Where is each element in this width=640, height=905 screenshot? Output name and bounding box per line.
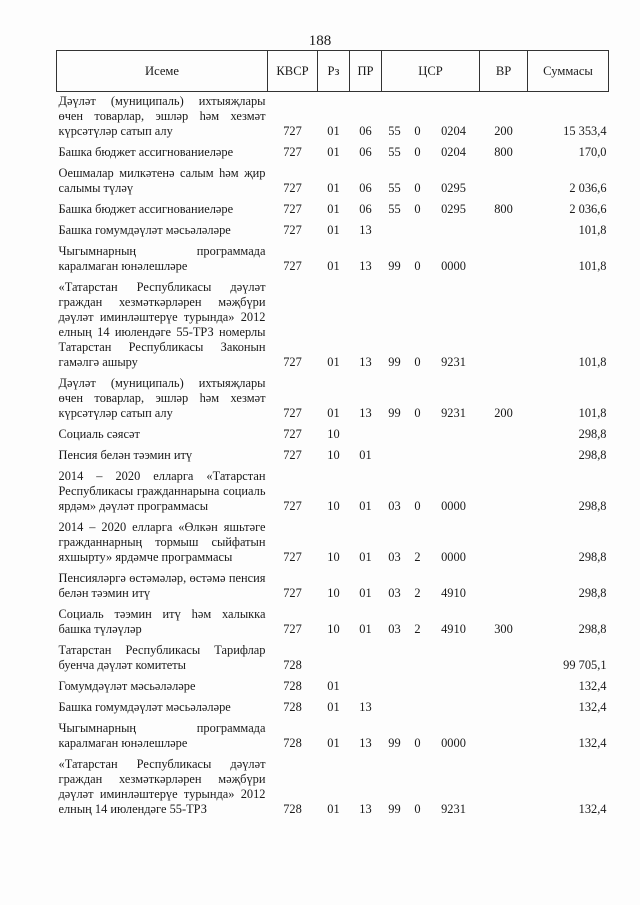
row-csr-program-cell	[382, 446, 408, 467]
header-pr: ПР	[350, 51, 382, 92]
table-row	[57, 677, 609, 698]
row-csr-program-cell	[382, 677, 408, 698]
row-pr-cell: 13	[359, 802, 372, 816]
row-vr-cell	[480, 698, 528, 719]
row-kvsr-cell: 727	[283, 223, 302, 237]
row-sum-cell: 298,8	[578, 499, 607, 513]
row-rz-cell: 01	[327, 259, 340, 273]
row-csr-subprogram-cell: 0	[414, 259, 421, 273]
row-vr-cell	[480, 755, 528, 821]
row-csr-code-cell: 0000	[441, 736, 466, 750]
row-sum-cell: 298,8	[578, 427, 607, 441]
row-name-cell: Чыгымнарның программада каралмаган юнәлешләре	[58, 244, 266, 273]
table-row	[57, 569, 609, 605]
row-rz-cell: 10	[327, 622, 340, 636]
row-csr-subprogram-cell: 2	[414, 622, 421, 636]
row-pr-cell: 13	[359, 700, 372, 714]
row-name-cell: Башка бюджет ассигнованиеләре	[58, 145, 234, 159]
row-csr-program-cell: 55	[388, 124, 401, 138]
row-vr-cell	[480, 425, 528, 446]
row-kvsr-cell: 727	[283, 145, 302, 159]
row-vr-cell: 300	[494, 622, 513, 636]
header-name: Исеме	[57, 51, 268, 92]
row-csr-program-cell: 55	[388, 181, 401, 195]
table-row	[57, 755, 609, 821]
header-sum: Суммасы	[528, 51, 609, 92]
row-csr-subprogram-cell: 2	[414, 586, 421, 600]
row-pr-cell: 01	[359, 586, 372, 600]
row-name-cell: Пенсия белән тәэмин итү	[58, 448, 193, 462]
row-pr-cell: 06	[359, 124, 372, 138]
row-name-cell: Пенсияләргә өстәмәләр, өстәмә пенсия белән тәэмин итү	[58, 571, 266, 600]
row-pr-cell	[350, 677, 382, 698]
row-pr-cell: 06	[359, 202, 372, 216]
row-rz-cell: 01	[327, 355, 340, 369]
row-pr-cell: 06	[359, 181, 372, 195]
row-kvsr-cell: 727	[283, 499, 302, 513]
table-row	[57, 143, 609, 164]
row-rz-cell: 01	[327, 406, 340, 420]
row-csr-program-cell: 03	[388, 550, 401, 564]
row-pr-cell: 13	[359, 406, 372, 420]
row-vr-cell	[480, 446, 528, 467]
row-csr-program-cell: 99	[388, 259, 401, 273]
row-rz-cell: 01	[327, 700, 340, 714]
row-rz-cell: 01	[327, 223, 340, 237]
row-pr-cell: 06	[359, 145, 372, 159]
table-body	[57, 92, 609, 822]
row-sum-cell: 101,8	[578, 355, 607, 369]
budget-table	[56, 50, 609, 821]
table-row	[57, 164, 609, 200]
row-sum-cell: 298,8	[578, 448, 607, 462]
row-csr-code-cell: 0204	[441, 145, 466, 159]
row-csr-program-cell	[382, 221, 408, 242]
row-csr-subprogram-cell	[408, 221, 428, 242]
row-csr-program-cell	[382, 698, 408, 719]
row-name-cell: Башка гомумдәүләт мәсьәләләре	[58, 700, 231, 714]
row-kvsr-cell: 728	[283, 679, 302, 693]
row-sum-cell: 2 036,6	[569, 202, 607, 216]
row-csr-code-cell: 9231	[441, 355, 466, 369]
row-rz-cell: 10	[327, 427, 340, 441]
row-pr-cell: 13	[359, 355, 372, 369]
row-csr-code-cell: 9231	[441, 802, 466, 816]
row-csr-code-cell: 4910	[441, 622, 466, 636]
table-row	[57, 200, 609, 221]
row-pr-cell	[350, 641, 382, 677]
row-csr-subprogram-cell: 2	[414, 550, 421, 564]
row-sum-cell: 101,8	[578, 406, 607, 420]
row-kvsr-cell: 728	[283, 736, 302, 750]
row-name-cell: «Татарстан Республикасы дәүләт граждан хезмәткәрләрен мәҗбүри дәүләт иминләштерүе турында» 2012 елның 14 июлендәге 55-ТРЗ	[58, 757, 266, 816]
row-vr-cell	[480, 164, 528, 200]
row-rz-cell: 01	[327, 802, 340, 816]
row-csr-program-cell: 99	[388, 355, 401, 369]
table-row	[57, 641, 609, 677]
table-row	[57, 425, 609, 446]
row-kvsr-cell: 727	[283, 124, 302, 138]
row-csr-program-cell	[382, 425, 408, 446]
row-csr-program-cell: 03	[388, 622, 401, 636]
header-vr: ВР	[480, 51, 528, 92]
row-csr-code-cell	[428, 677, 480, 698]
row-csr-subprogram-cell: 0	[414, 406, 421, 420]
row-sum-cell: 298,8	[578, 550, 607, 564]
table-row	[57, 698, 609, 719]
row-sum-cell: 170,0	[578, 145, 607, 159]
row-kvsr-cell: 727	[283, 202, 302, 216]
row-sum-cell: 132,4	[578, 679, 607, 693]
row-sum-cell: 132,4	[578, 736, 607, 750]
row-kvsr-cell: 728	[283, 658, 302, 672]
row-pr-cell: 01	[359, 499, 372, 513]
row-csr-code-cell: 0295	[441, 181, 466, 195]
row-csr-subprogram-cell: 0	[414, 355, 421, 369]
row-rz-cell: 10	[327, 499, 340, 513]
row-sum-cell: 298,8	[578, 586, 607, 600]
row-sum-cell: 101,8	[578, 223, 607, 237]
row-name-cell: 2014 – 2020 елларга «Өлкән яшьтәге гражданнарның тормыш сыйфатын яхшырту» ярдәмче программасы	[58, 520, 266, 564]
row-name-cell: Башка бюджет ассигнованиеләре	[58, 202, 234, 216]
row-vr-cell	[480, 242, 528, 278]
row-name-cell: Социаль сәясәт	[58, 427, 140, 441]
row-csr-program-cell: 03	[388, 499, 401, 513]
row-kvsr-cell: 727	[283, 622, 302, 636]
row-csr-subprogram-cell: 0	[414, 124, 421, 138]
header-csr: ЦСР	[382, 51, 480, 92]
row-rz-cell: 10	[327, 550, 340, 564]
row-vr-cell: 800	[494, 202, 513, 216]
row-kvsr-cell: 728	[283, 802, 302, 816]
row-csr-subprogram-cell: 0	[414, 802, 421, 816]
table-row	[57, 92, 609, 144]
table-row	[57, 605, 609, 641]
row-csr-subprogram-cell	[408, 446, 428, 467]
row-csr-program-cell: 99	[388, 802, 401, 816]
row-pr-cell: 01	[359, 550, 372, 564]
row-vr-cell	[480, 518, 528, 569]
row-vr-cell: 800	[494, 145, 513, 159]
row-sum-cell: 132,4	[578, 700, 607, 714]
row-pr-cell: 13	[359, 259, 372, 273]
row-csr-subprogram-cell: 0	[414, 202, 421, 216]
row-name-cell: Чыгымнарның программада каралмаган юнәлешләре	[58, 721, 266, 750]
row-csr-program-cell: 55	[388, 202, 401, 216]
row-kvsr-cell: 727	[283, 181, 302, 195]
row-vr-cell	[480, 278, 528, 374]
row-vr-cell	[480, 221, 528, 242]
row-csr-code-cell: 0000	[441, 550, 466, 564]
row-csr-code-cell	[428, 641, 480, 677]
row-csr-code-cell	[428, 425, 480, 446]
row-name-cell: Социаль тәэмин итү һәм халыкка башка түләүләр	[58, 607, 266, 636]
row-csr-program-cell: 99	[388, 736, 401, 750]
row-rz-cell	[318, 641, 350, 677]
row-kvsr-cell: 727	[283, 406, 302, 420]
row-pr-cell: 13	[359, 736, 372, 750]
row-rz-cell: 10	[327, 448, 340, 462]
row-csr-code-cell: 0295	[441, 202, 466, 216]
row-kvsr-cell: 727	[283, 550, 302, 564]
row-csr-subprogram-cell: 0	[414, 145, 421, 159]
row-vr-cell: 200	[494, 124, 513, 138]
row-csr-subprogram-cell	[408, 641, 428, 677]
table-row	[57, 242, 609, 278]
row-csr-program-cell	[382, 641, 408, 677]
row-vr-cell	[480, 641, 528, 677]
row-sum-cell: 99 705,1	[563, 658, 607, 672]
row-csr-code-cell: 9231	[441, 406, 466, 420]
row-sum-cell: 2 036,6	[569, 181, 607, 195]
row-sum-cell: 132,4	[578, 802, 607, 816]
row-vr-cell	[480, 569, 528, 605]
row-name-cell: Оешмалар милкәтенә салым һәм җир салымы түләү	[58, 166, 266, 195]
table-row	[57, 446, 609, 467]
row-pr-cell: 13	[359, 223, 372, 237]
table-header-row	[57, 51, 609, 92]
table-row	[57, 221, 609, 242]
row-csr-code-cell	[428, 698, 480, 719]
row-sum-cell: 101,8	[578, 259, 607, 273]
row-vr-cell	[480, 467, 528, 518]
row-rz-cell: 10	[327, 586, 340, 600]
row-kvsr-cell: 728	[283, 700, 302, 714]
row-csr-code-cell	[428, 446, 480, 467]
row-name-cell: Гомумдәүләт мәсьәләләре	[58, 679, 196, 693]
row-csr-subprogram-cell: 0	[414, 736, 421, 750]
row-csr-subprogram-cell	[408, 698, 428, 719]
row-rz-cell: 01	[327, 181, 340, 195]
table-row	[57, 278, 609, 374]
row-pr-cell: 01	[359, 448, 372, 462]
row-csr-code-cell	[428, 221, 480, 242]
row-csr-code-cell: 0000	[441, 259, 466, 273]
row-vr-cell	[480, 719, 528, 755]
row-pr-cell: 01	[359, 622, 372, 636]
row-rz-cell: 01	[327, 145, 340, 159]
row-kvsr-cell: 727	[283, 586, 302, 600]
header-kvsr: КВСР	[268, 51, 318, 92]
row-csr-program-cell: 55	[388, 145, 401, 159]
table-row	[57, 518, 609, 569]
page-number: 188	[308, 33, 332, 49]
row-kvsr-cell: 727	[283, 355, 302, 369]
row-csr-code-cell: 4910	[441, 586, 466, 600]
row-rz-cell: 01	[327, 202, 340, 216]
row-name-cell: Башка гомумдәүләт мәсьәләләре	[58, 223, 231, 237]
row-rz-cell: 01	[327, 124, 340, 138]
row-rz-cell: 01	[327, 679, 340, 693]
header-rz: Рз	[318, 51, 350, 92]
row-csr-subprogram-cell	[408, 677, 428, 698]
row-kvsr-cell: 727	[283, 259, 302, 273]
row-vr-cell: 200	[494, 406, 513, 420]
row-csr-subprogram-cell: 0	[414, 499, 421, 513]
row-pr-cell	[350, 425, 382, 446]
row-csr-subprogram-cell: 0	[414, 181, 421, 195]
row-name-cell: Дәүләт (муниципаль) ихтыяҗлары өчен товарлар, эшләр һәм хезмәт күрсәтүләр сатып алу	[58, 376, 266, 420]
row-csr-code-cell: 0000	[441, 499, 466, 513]
row-csr-code-cell: 0204	[441, 124, 466, 138]
row-name-cell: Татарстан Республикасы Тарифлар буенча дәүләт комитеты	[58, 643, 266, 672]
row-rz-cell: 01	[327, 736, 340, 750]
row-csr-program-cell: 99	[388, 406, 401, 420]
row-name-cell: Дәүләт (муниципаль) ихтыяҗлары өчен товарлар, эшләр һәм хезмәт күрсәтүләр сатып алу	[58, 94, 266, 138]
table-row	[57, 719, 609, 755]
table-row	[57, 374, 609, 425]
row-kvsr-cell: 727	[283, 448, 302, 462]
row-name-cell: «Татарстан Республикасы дәүләт граждан хезмәткәрләрен мәҗбүри дәүләт иминләштерүе турында» 2012 елның 14 июлендәге 55-ТРЗ номерлы Татарстан Республикасы Законын гамәлгә ашыру	[58, 280, 266, 369]
row-vr-cell	[480, 677, 528, 698]
row-csr-subprogram-cell	[408, 425, 428, 446]
row-sum-cell: 298,8	[578, 622, 607, 636]
row-sum-cell: 15 353,4	[563, 124, 607, 138]
table-row	[57, 467, 609, 518]
row-kvsr-cell: 727	[283, 427, 302, 441]
row-name-cell: 2014 – 2020 елларга «Татарстан Республикасы гражданнарына социаль ярдәм» дәүләт программасы	[58, 469, 266, 513]
row-csr-program-cell: 03	[388, 586, 401, 600]
